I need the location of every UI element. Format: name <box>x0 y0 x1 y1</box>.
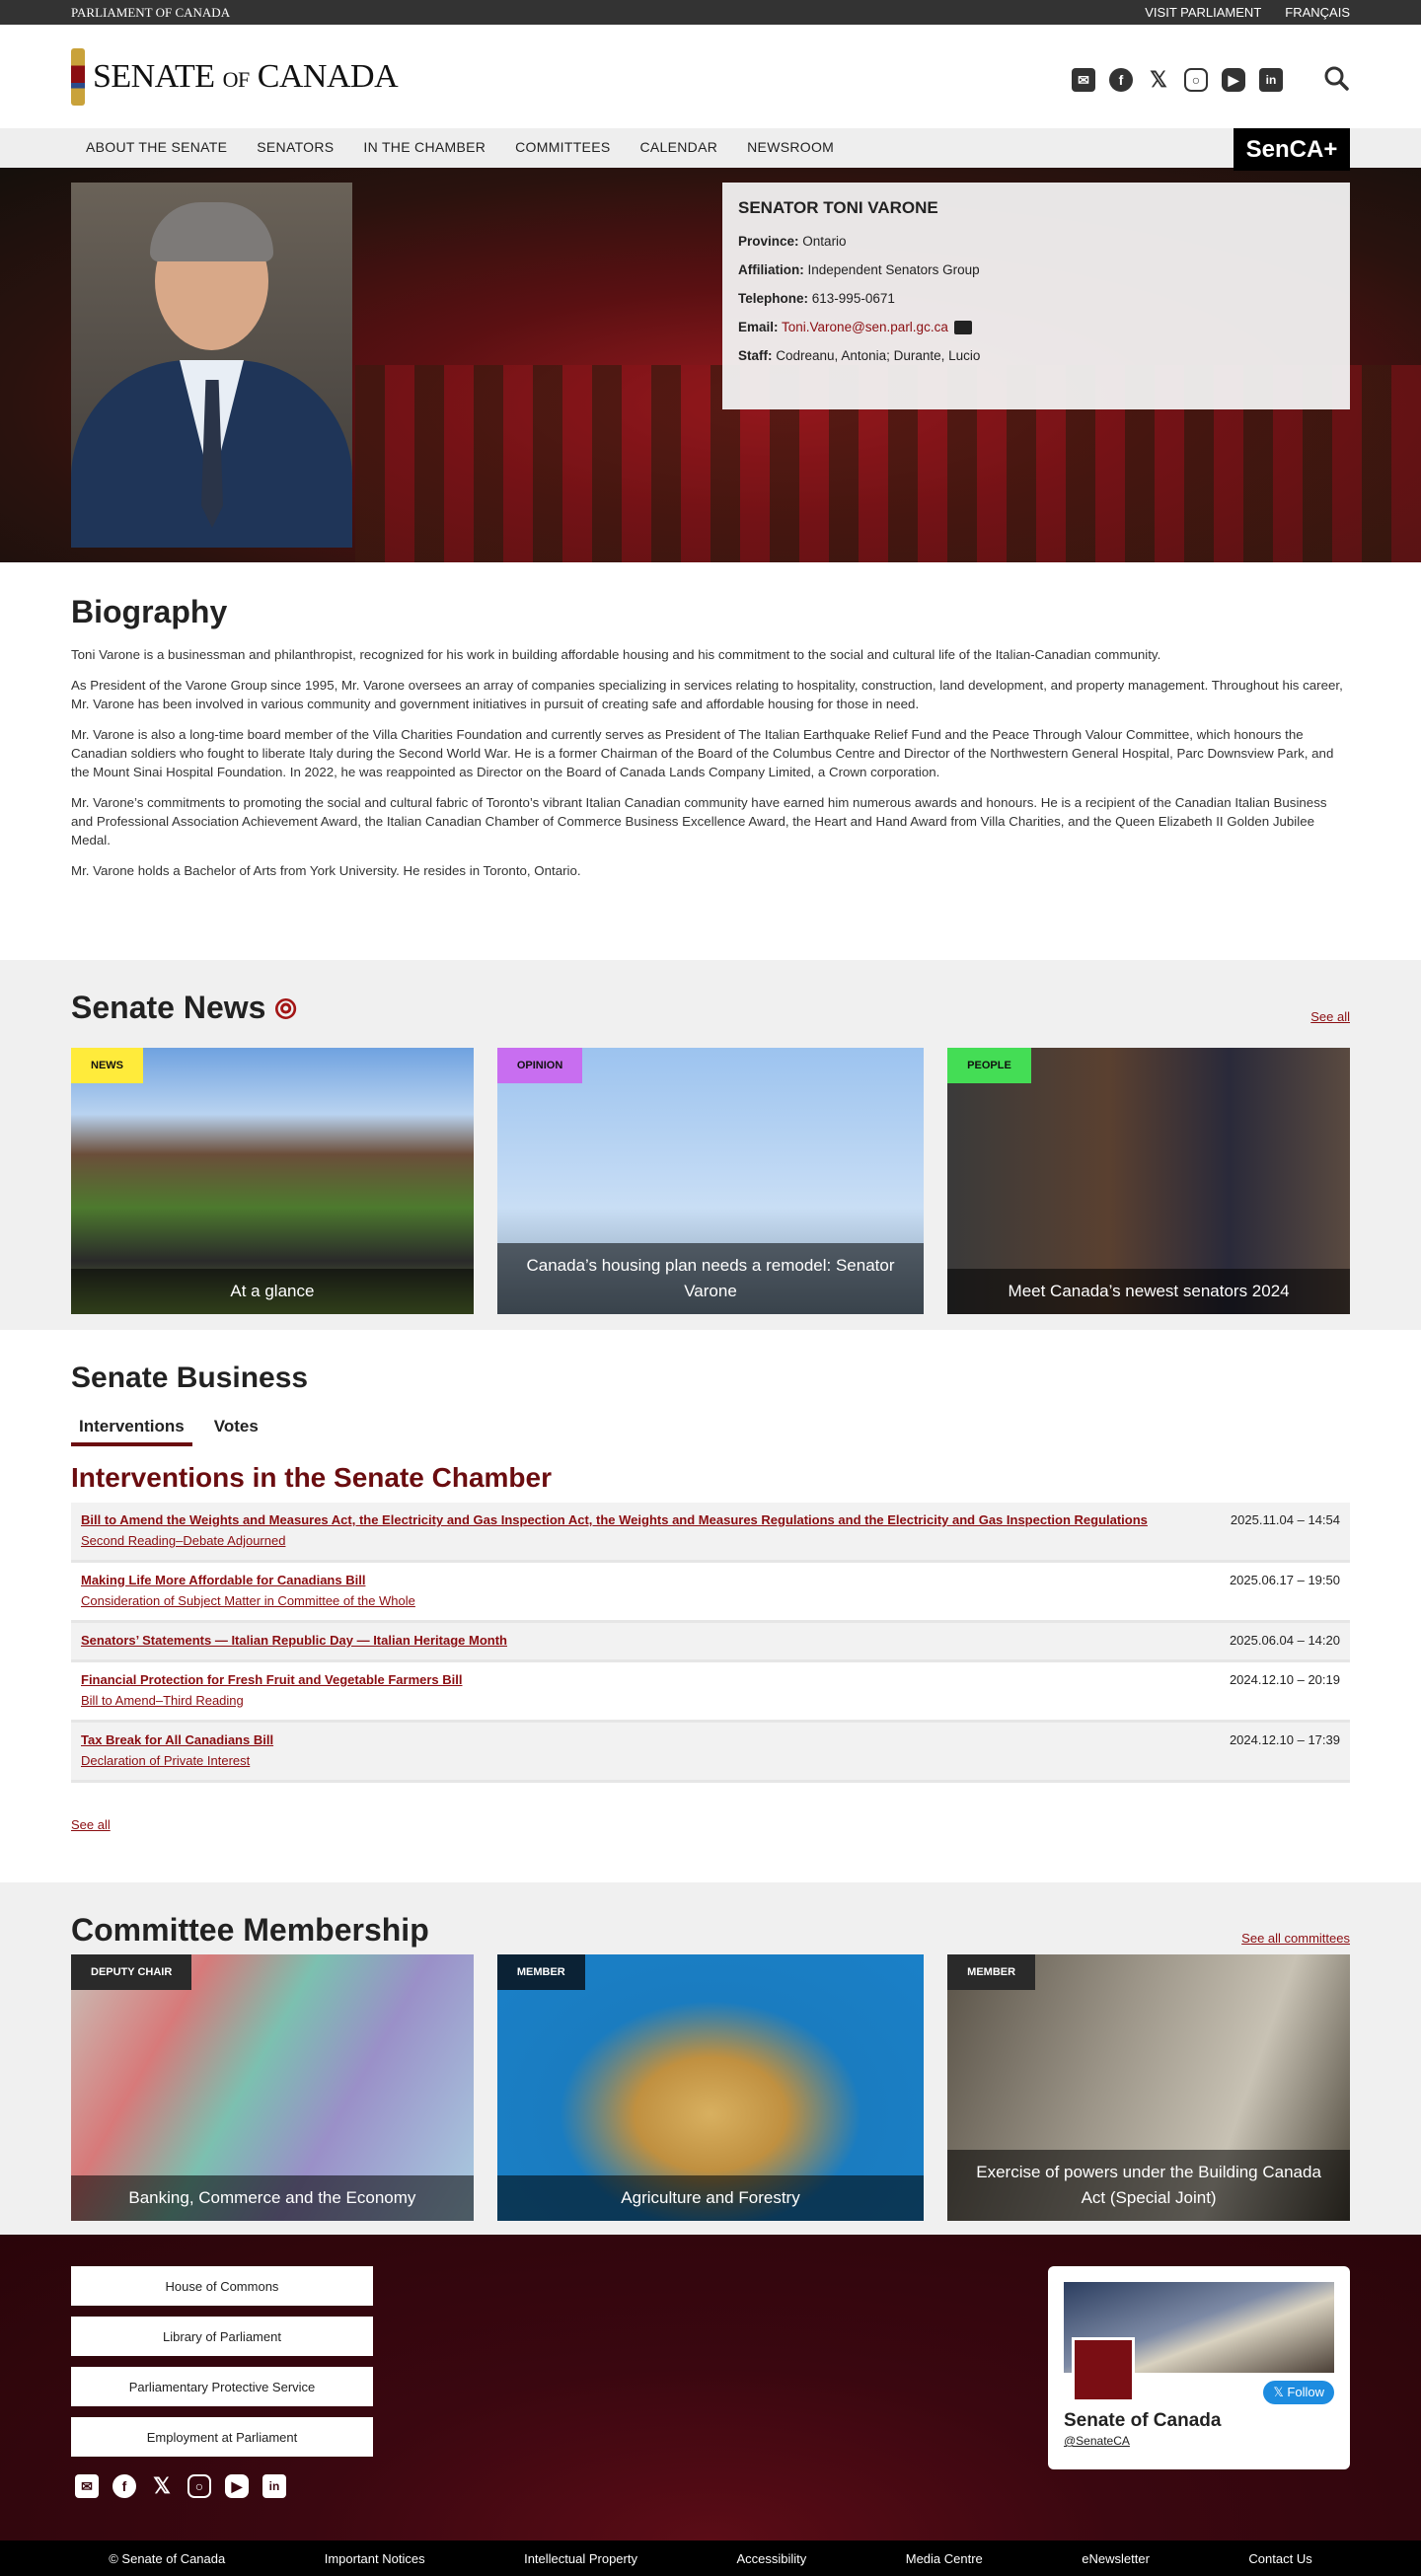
news-see-all[interactable]: See all <box>1310 1009 1350 1024</box>
staff-label: Staff: <box>738 348 773 364</box>
intervention-link[interactable]: Financial Protection for Fresh Fruit and Vegetable Farmers Bill <box>81 1672 463 1687</box>
footer-link-protective-service[interactable]: Parliamentary Protective Service <box>71 2367 373 2406</box>
committee-card[interactable] <box>497 1954 924 2221</box>
top-bar <box>0 0 1421 25</box>
nav-calendar[interactable]: CALENDAR <box>639 139 718 155</box>
senator-hero <box>0 168 1421 562</box>
interventions-title: Interventions in the Senate Chamber <box>71 1462 552 1493</box>
province-label: Province: <box>738 234 799 249</box>
intervention-date: 2024.12.10 – 17:39 <box>1229 1732 1340 1747</box>
site-header <box>0 25 1421 128</box>
footer-link-library[interactable]: Library of Parliament <box>71 2317 373 2356</box>
intervention-date: 2025.06.17 – 19:50 <box>1229 1573 1340 1587</box>
telephone-value: 613-995-0671 <box>811 291 895 306</box>
enewsletter-link[interactable]: eNewsletter <box>1082 2550 1150 2566</box>
staff-value: Codreanu, Antonia; Durante, Lucio <box>776 348 981 364</box>
committee-title: Committee Membership <box>71 1912 429 1948</box>
bio-paragraph: Mr. Varone holds a Bachelor of Arts from York University. He resides in Toronto, Ontario. <box>71 863 581 878</box>
committee-caption: Banking, Commerce and the Economy <box>71 2175 474 2221</box>
youtube-icon[interactable]: ▶ <box>1222 68 1245 92</box>
copyright: © Senate of Canada <box>109 2550 226 2566</box>
table-row <box>71 1723 1350 1783</box>
senator-portrait <box>71 183 352 548</box>
nav-chamber[interactable]: IN THE CHAMBER <box>363 139 486 155</box>
intellectual-property-link[interactable]: Intellectual Property <box>524 2550 637 2566</box>
nav-senators[interactable]: SENATORS <box>257 139 335 155</box>
visit-parliament-link[interactable]: VISIT PARLIAMENT <box>1145 5 1262 20</box>
biography-section <box>0 562 1421 960</box>
intervention-stage-link[interactable]: Consideration of Subject Matter in Committee of the Whole <box>81 1593 415 1608</box>
linkedin-icon[interactable]: in <box>1259 68 1283 92</box>
facebook-icon[interactable]: f <box>112 2474 136 2498</box>
senca-button[interactable]: SenCA+ <box>1234 128 1350 171</box>
instagram-icon[interactable]: ○ <box>1184 68 1208 92</box>
news-tag: NEWS <box>71 1048 143 1083</box>
bio-paragraph: Mr. Varone’s commitments to promoting the social and cultural fabric of Toronto’s vibrant Italian Canadian community have earned him numerous awards and honours. He is a recipient of the Canadian Italian Business and Professional Association Achievement Award, the Italian Canadian Chamber of Commerce Business Excellence Award, the Heart and Hand Award from Villa Charities, and the Queen Elizabeth II Golden Jubilee Medal. <box>71 795 1327 847</box>
email-label: Email: <box>738 320 779 334</box>
senate-logo[interactable] <box>71 48 398 106</box>
intervention-date: 2025.06.04 – 14:20 <box>1229 1633 1340 1648</box>
accessibility-link[interactable]: Accessibility <box>736 2550 807 2566</box>
parliament-link[interactable]: PARLIAMENT OF CANADA <box>71 5 231 20</box>
biography-title: Biography <box>71 594 228 629</box>
rss-icon[interactable]: ⦾ <box>274 994 297 1024</box>
twitter-handle[interactable]: @SenateCA <box>1064 2434 1130 2448</box>
linkedin-icon[interactable]: in <box>262 2474 286 2498</box>
news-caption: Meet Canada’s newest senators 2024 <box>947 1269 1350 1314</box>
social-links <box>1072 68 1283 92</box>
affiliation <box>738 262 1334 277</box>
intervention-stage-link[interactable]: Declaration of Private Interest <box>81 1753 251 1768</box>
bio-paragraph: Mr. Varone is also a long-time board member of the Villa Charities Foundation and currently serves as President of The Italian Earthquake Relief Fund and the Peace Through Valour Committee, which honours the Canadian soldiers who fought to liberate Italy during the Second World War. He is a former Chairman of the Board of the Columbus Centre and Director of the Northwestern General Hospital, Parc Downsview Park, and the Mount Sinai Hospital Foundation. In 2022, he was reappointed as Director on the Board of Canada Lands Company Limited, a Crown corporation. <box>71 727 1334 779</box>
youtube-icon[interactable]: ▶ <box>225 2474 249 2498</box>
senate-business-section <box>0 1330 1421 1882</box>
committee-caption: Agriculture and Forestry <box>497 2175 924 2221</box>
province <box>738 234 1334 249</box>
twitter-follow-button[interactable]: 𝕏 Follow <box>1263 2381 1334 2404</box>
committee-card[interactable] <box>947 1954 1350 2221</box>
instagram-icon[interactable]: ○ <box>187 2474 211 2498</box>
news-caption: At a glance <box>71 1269 474 1314</box>
table-row <box>71 1623 1350 1662</box>
contact-card-icon[interactable] <box>954 321 972 334</box>
contact-us-link[interactable]: Contact Us <box>1248 2550 1312 2566</box>
main-nav <box>0 128 1421 168</box>
tab-votes[interactable]: Votes <box>213 1417 259 1435</box>
intervention-link[interactable]: Making Life More Affordable for Canadians Bill <box>81 1573 366 1587</box>
affiliation-label: Affiliation: <box>738 262 804 277</box>
mace-icon <box>71 48 85 106</box>
committee-membership-section <box>0 1882 1421 2235</box>
role-tag: MEMBER <box>497 1954 585 1990</box>
twitter-widget <box>1048 2266 1350 2469</box>
email-icon[interactable]: ✉ <box>1072 68 1095 92</box>
committee-card[interactable] <box>71 1954 474 2221</box>
telephone-label: Telephone: <box>738 291 809 306</box>
table-row <box>71 1563 1350 1623</box>
x-icon[interactable]: 𝕏 <box>153 2473 171 2498</box>
bio-paragraph: Toni Varone is a businessman and philanthropist, recognized for his work in building affordable housing and his commitment to the social and cultural life of the Italian-Canadian community. <box>71 647 1161 662</box>
nav-about[interactable]: ABOUT THE SENATE <box>86 139 228 155</box>
nav-committees[interactable]: COMMITTEES <box>515 139 611 155</box>
email-icon[interactable]: ✉ <box>75 2474 99 2498</box>
news-caption: Canada’s housing plan needs a remodel: Senator Varone <box>497 1243 924 1314</box>
interventions-table <box>71 1503 1350 1783</box>
important-notices-link[interactable]: Important Notices <box>324 2550 425 2566</box>
business-tabs <box>71 1413 266 1446</box>
footer-link-employment[interactable]: Employment at Parliament <box>71 2417 373 2457</box>
committee-caption: Exercise of powers under the Building Canada Act (Special Joint) <box>947 2150 1350 2221</box>
committees-see-all[interactable]: See all committees <box>1241 1931 1350 1946</box>
language-toggle[interactable]: FRANÇAIS <box>1285 5 1350 20</box>
table-row <box>71 1503 1350 1563</box>
news-card[interactable] <box>497 1048 924 1314</box>
role-tag: MEMBER <box>947 1954 1035 1990</box>
nav-newsroom[interactable]: NEWSROOM <box>747 139 835 155</box>
intervention-stage-link[interactable]: Bill to Amend–Third Reading <box>81 1693 244 1708</box>
intervention-link[interactable]: Senators’ Statements — Italian Republic Day — Italian Heritage Month <box>81 1633 507 1648</box>
news-title: Senate News ⦾ <box>71 990 297 1025</box>
media-centre-link[interactable]: Media Centre <box>905 2550 983 2566</box>
news-card[interactable] <box>71 1048 474 1314</box>
footer <box>0 2235 1421 2540</box>
telephone <box>738 291 1334 306</box>
intervention-date: 2025.11.04 – 14:54 <box>1230 1512 1340 1527</box>
interventions-see-all[interactable]: See all <box>71 1817 111 1832</box>
logo-text-of: OF <box>222 67 250 92</box>
facebook-icon[interactable]: f <box>1109 68 1133 92</box>
intervention-date: 2024.12.10 – 20:19 <box>1229 1672 1340 1687</box>
senator-name: SENATOR TONI VARONE <box>738 198 938 217</box>
table-row <box>71 1662 1350 1723</box>
senate-news-section <box>0 960 1421 1330</box>
footer-bottom-bar <box>0 2540 1421 2576</box>
news-card[interactable] <box>947 1048 1350 1314</box>
affiliation-value: Independent Senators Group <box>807 262 980 277</box>
role-tag: DEPUTY CHAIR <box>71 1954 191 1990</box>
intervention-link[interactable]: Bill to Amend the Weights and Measures Act, the Electricity and Gas Inspection Act, the Weights and Measures Regulations and the Electricity and Gas Inspection Regulations <box>81 1512 1148 1527</box>
email-link[interactable]: Toni.Varone@sen.parl.gc.ca <box>782 320 948 334</box>
footer-link-house-of-commons[interactable]: House of Commons <box>71 2266 373 2306</box>
logo-text-canada: CANADA <box>257 58 399 95</box>
opinion-tag: OPINION <box>497 1048 582 1083</box>
senator-info-card <box>722 183 1350 409</box>
search-icon[interactable] <box>1322 64 1350 92</box>
province-value: Ontario <box>802 234 847 249</box>
intervention-link[interactable]: Tax Break for All Canadians Bill <box>81 1732 274 1747</box>
staff <box>738 348 1334 363</box>
x-icon[interactable]: 𝕏 <box>1150 67 1167 92</box>
tab-interventions[interactable]: Interventions <box>71 1413 192 1446</box>
footer-social <box>75 2474 286 2498</box>
twitter-name: Senate of Canada <box>1064 2410 1222 2431</box>
email <box>738 320 1334 334</box>
bio-paragraph: As President of the Varone Group since 1995, Mr. Varone oversees an array of companies specializing in services relating to hospitality, construction, land development, and property management. Throughout his career, Mr. Varone has been involved in various community and government initiatives in pursuit of creating safe and affordable housing for those in need. <box>71 678 1343 711</box>
people-tag: PEOPLE <box>947 1048 1031 1083</box>
twitter-avatar <box>1072 2337 1135 2402</box>
logo-text: SENATE <box>93 58 215 95</box>
intervention-stage-link[interactable]: Second Reading–Debate Adjourned <box>81 1533 286 1548</box>
business-title: Senate Business <box>71 1362 309 1394</box>
